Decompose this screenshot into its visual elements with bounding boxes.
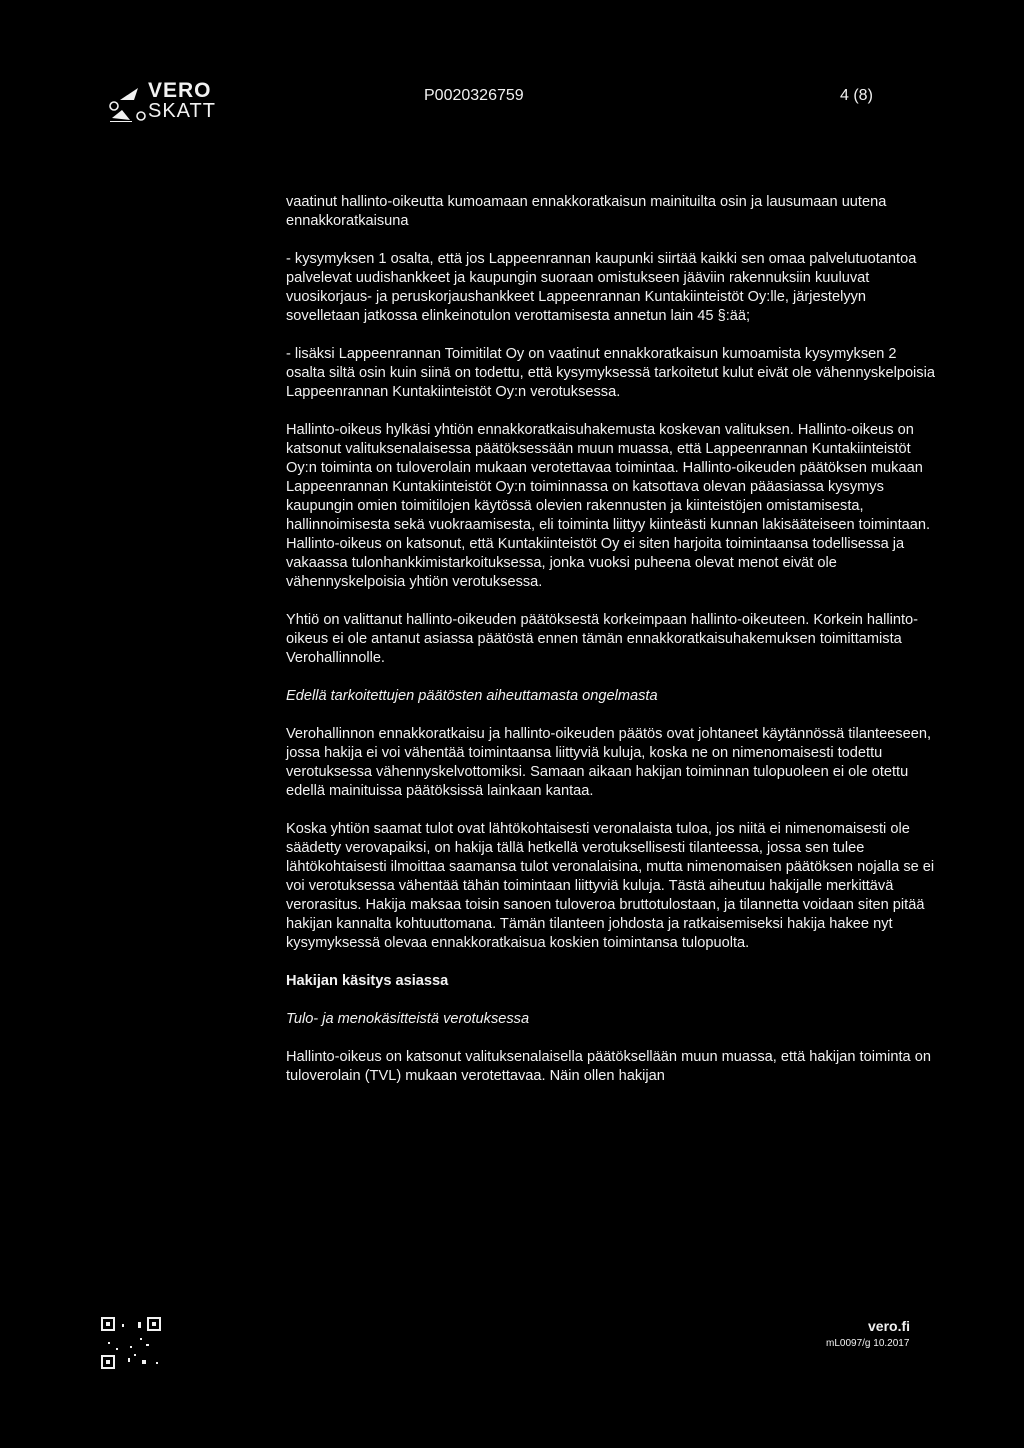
document-id: P0020326759 <box>424 87 524 104</box>
paragraph: - lisäksi Lappeenrannan Toimitilat Oy on vaatinut ennakkoratkaisun kumoamista kysymyksen 2 osalta siltä osin kuin siinä on todettu, että kysymyksessä tarkoitetut kulut eivät ole vähennyskelpoisia Lappeenrannan Kuntakiinteistöt Oy:n verotuksessa. <box>286 346 935 400</box>
form-code: mL0097/g 10.2017 <box>826 1338 910 1349</box>
brand-vero: VERO <box>148 79 212 102</box>
paragraph: Koska yhtiön saamat tulot ovat lähtökohtaisesti veronalaista tuloa, jos niitä ei nimenomaisesti ole säädetty verovapaiksi, on hakija tällä hetkellä verotuksellisesti tilanteessa, jossa sen tulee lähtökohtaisesti ilmoittaa saamansa tulot veronalaisina, mutta nimenomaisen päätöksen nojalla se ei voi verotuksessa vähentää tähän toimintaan liittyviä kuluja. Tästä aiheutuu hakijalle merkittävä verorasitus. Hakija maksaa toisin sanoen tuloveroa bruttotulostaan, ja tilannetta voidaan siten pitää hakijan kannalta kohtuuttomana. Tämän tilanteen johdosta ja ratkaisemiseksi hakija hakee nyt kysymyksessä olevaa ennakkoratkaisua koskien toimintansa tulopuolta. <box>286 821 935 951</box>
paragraph: Hallinto-oikeus on katsonut valituksenalaisella päätöksellään muun muassa, että hakijan toiminta on tuloverolain (TVL) mukaan verotettavaa. Näin ollen hakijan <box>286 1049 931 1084</box>
qr-code-icon <box>100 1316 170 1372</box>
vero-skatt-logo <box>108 80 238 124</box>
paragraph: - kysymyksen 1 osalta, että jos Lappeenrannan kaupunki siirtää kaikki sen omaa palvelutuotantoa palvelevat uudishankkeet ja kaupungin suoraan omistukseen jääviin rakennuksiin kuuluvat vuosikorjaus- ja peruskorjaushankkeet Lappeenrannan Kuntakiinteistöt Oy:lle, järjestelyyn sovelletaan jatkossa elinkeinotulon verottamisesta annetun lain 45 §:ää; <box>286 251 917 324</box>
paragraph: vaatinut hallinto-oikeutta kumoamaan ennakkoratkaisun mainituilta osin ja lausumaan uutena ennakkoratkaisuna <box>286 194 887 229</box>
document-body <box>286 193 936 1105</box>
paragraph: Yhtiö on valittanut hallinto-oikeuden päätöksestä korkeimpaan hallinto-oikeuteen. Korkein hallinto-oikeus ei ole antanut asiassa päätöstä ennen tämän ennakkoratkaisuhakemuksen toimittamista Verohallinnolle. <box>286 612 918 666</box>
section-heading: Hakijan käsitys asiassa <box>286 973 449 989</box>
section-subheading: Tulo- ja menokäsitteistä verotuksessa <box>286 1011 530 1027</box>
paragraph: Verohallinnon ennakkoratkaisu ja hallinto-oikeuden päätös ovat johtaneet käytännössä tilanteeseen, jossa hakija ei voi vähentää toimintaansa liittyviä kuluja, koska ne on nimenomaisesti todettu verotuksessa vähennyskelvottomiksi. Samaan aikaan hakijan toiminnan tulopuoleen ei ole otettu edellä mainituissa päätöksissä lainkaan kantaa. <box>286 726 932 799</box>
footer-site: vero.fi <box>868 1318 911 1334</box>
vero-emblem-icon <box>108 86 148 122</box>
paragraph: Hallinto-oikeus hylkäsi yhtiön ennakkoratkaisuhakemusta koskevan valituksen. Hallinto-oikeus on katsonut valituksenalaisessa päätöksessään muun muassa, että Lappeenrannan Kuntakiinteistöt Oy:n toiminta on tuloverolain mukaan verotettavaa toimintaa. Hallinto-oikeuden päätöksen mukaan Lappeenrannan Kuntakiinteistöt Oy:n toiminnassa on katsottava olevan pääasiassa kysymys kaupungin omien toimitilojen käytössä olevien rakennusten ja kiinteistöjen omistamisesta, hallinnoimisesta sekä vuokraamisesta, eli toiminta liittyy kiinteästi kunnan lakisääteiseen toimintaan. Hallinto-oikeus on katsonut, että Kuntakiinteistöt Oy ei siten harjoita toimintaansa todellisessa ja vakaassa tulonhankkimistarkoituksessa, jonka vuoksi puheena olevat menot eivät ole vähennyskelpoisia yhtiön verotuksessa. <box>286 422 931 590</box>
brand-skatt: SKATT <box>148 100 216 122</box>
page-number: 4 (8) <box>840 87 873 104</box>
section-subheading: Edellä tarkoitettujen päätösten aiheuttamasta ongelmasta <box>286 688 658 704</box>
